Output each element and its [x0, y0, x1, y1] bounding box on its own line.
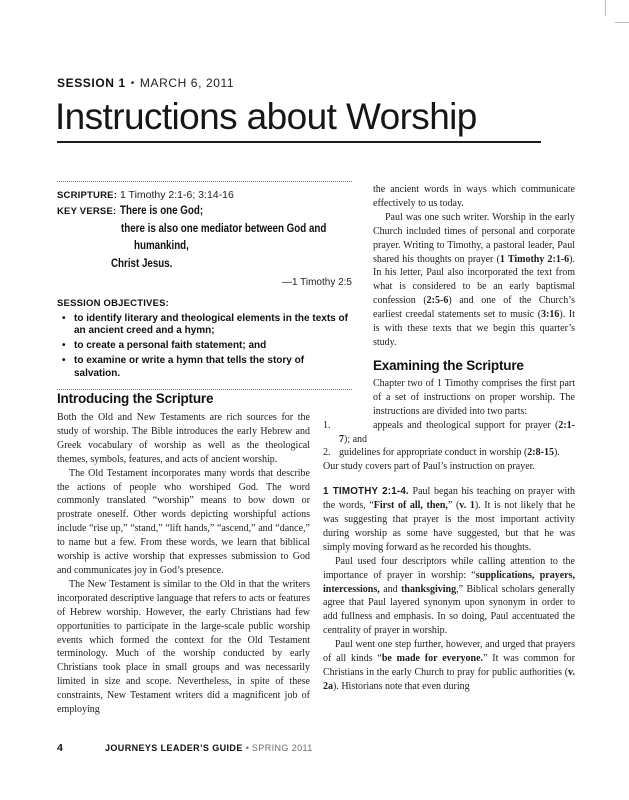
list-number: 2.: [323, 447, 331, 459]
page-number: 4: [57, 742, 63, 754]
scripture-box: [57, 181, 352, 390]
key-verse-line-2: there is also one mediator between God and: [121, 222, 327, 235]
objective-item: • to identify literary and theological elements in the texts of an ancient creed and a hymn;: [62, 312, 348, 336]
bullet-icon: •: [62, 340, 66, 351]
numbered-list-item: 1. appeals and theological support for prayer (2:1-7); and: [323, 419, 575, 445]
intro-paragraph: The New Testament is similar to the Old in that the writers incorporated descriptive language that refers to acts or features of Hebrew worship. However, the early Christians had few opportunities to participate in the large-scale public worship events which formed the context for the Old Testament terminology. Much of the worship conducted by early Christians took place in small groups and was necessarily limited in size and scope. Nevertheless, in spite of these constraints, New Testament writers did a magnificent job of employing: [57, 578, 310, 716]
bullet-icon: •: [62, 312, 66, 324]
key-verse-line-1: KEY VERSE: There is one God;: [57, 205, 203, 217]
examining-heading: Examining the Scripture: [373, 357, 524, 373]
guide-title: JOURNEYS LEADER’S GUIDE: [105, 743, 243, 753]
session-kicker: [57, 76, 234, 90]
key-verse-line-3: humankind,: [134, 240, 189, 252]
column-wrap-spacer: [323, 183, 373, 431]
page-title: Instructions about Worship: [55, 96, 477, 137]
body-paragraph: Paul used four descriptors while calling attention to the importance of prayer in worship: “supplications, prayers, intercessions, and thanksgiving,” Biblical scholars generally agree that Paul layered synonym upon synonym in order to add fullness and emphasis. In so doing, Paul accentuated the centrality of prayer in worship.: [323, 555, 575, 637]
body-paragraph: Our study covers part of Paul’s instruction on prayer.: [323, 461, 535, 473]
session-label: SESSION 1: [57, 76, 126, 90]
objective-item: • to examine or write a hymn that tells the story of salvation.: [62, 355, 305, 379]
intro-paragraph: The Old Testament incorporates many words that describe the actions of people who worshiped God. The word commonly translated “worship” means to bow down or prostrate oneself. Other words depicting worshipful actions include “rise up,” “stand,” “lift hands,” “ascend,” and “dance,” to name but a few. From these words, we learn that biblical worship is active worship that expresses submission to God and communicates joy in God’s presence.: [57, 467, 310, 576]
body-paragraph: Paul was one such writer. Worship in the early Church included times of personal and corporate prayer. Writing to Timothy, a pastoral leader, Paul shared his thoughts on prayer (1 Timothy 2:1-6). In his letter, Paul also incorporated the text from what is considered to be an early baptismal confession (2:5-6) and one of the Church’s earliest creedal statements set to music (3:16). It is with these texts that we begin this quarter’s study.: [373, 211, 575, 348]
numbered-list-item: 2. guidelines for appropriate conduct in worship (2:8-15).: [323, 447, 560, 459]
key-verse-attribution: —1 Timothy 2:5: [281, 277, 352, 288]
examining-section: [323, 183, 575, 694]
scripture-value: 1 Timothy 2:1-6; 3:14-16: [119, 189, 234, 201]
scripture-label: SCRIPTURE:: [57, 190, 118, 201]
body-paragraph: Chapter two of 1 Timothy comprises the first part of a set of instructions on proper worship. The instructions are divided into two parts:: [373, 377, 575, 417]
footer-separator: •: [245, 743, 249, 753]
intro-paragraph: Both the Old and New Testaments are rich sources for the study of worship. The Bible introduces the early Hebrew and Greek vocabulary of worship as well as the theological themes, symbols, features, and acts of ancient worship.: [57, 412, 310, 465]
intro-section: [57, 391, 310, 717]
bullet-icon: •: [62, 355, 66, 366]
title-rule: [57, 141, 541, 143]
kicker-separator: •: [130, 78, 135, 89]
body-paragraph: the ancient words in ways which communicate effectively to us today.: [373, 184, 575, 209]
body-paragraph: Paul went one step further, however, and urged that prayers of all kinds “be made for everyone.” It was common for Christians in the early Church to pray for public authorities (v. 2a). Historians note that even during: [323, 639, 575, 692]
list-number: 1.: [323, 419, 331, 431]
key-verse-label: KEY VERSE:: [57, 206, 117, 217]
crop-mark-horizontal: [615, 22, 629, 23]
issue-label: SPRING 2011: [251, 743, 313, 753]
session-date: MARCH 6, 2011: [139, 76, 235, 90]
body-paragraph: 1 TIMOTHY 2:1-4. Paul began his teaching on prayer with the words, “First of all, then,” (v. 1). It is not likely that he was suggesting that prayer is the most important activity during worship as some have suggested, but that he was simply moving forward as he recorded his thoughts.: [323, 486, 576, 553]
crop-mark-vertical: [605, 0, 606, 16]
key-verse-line-4: Christ Jesus.: [111, 257, 173, 270]
page-footer: [57, 742, 313, 754]
objective-item: • to create a personal faith statement; and: [62, 340, 267, 351]
objectives-label: SESSION OBJECTIVES:: [57, 298, 170, 309]
intro-heading: Introducing the Scripture: [57, 391, 214, 406]
scripture-row: [57, 188, 352, 203]
